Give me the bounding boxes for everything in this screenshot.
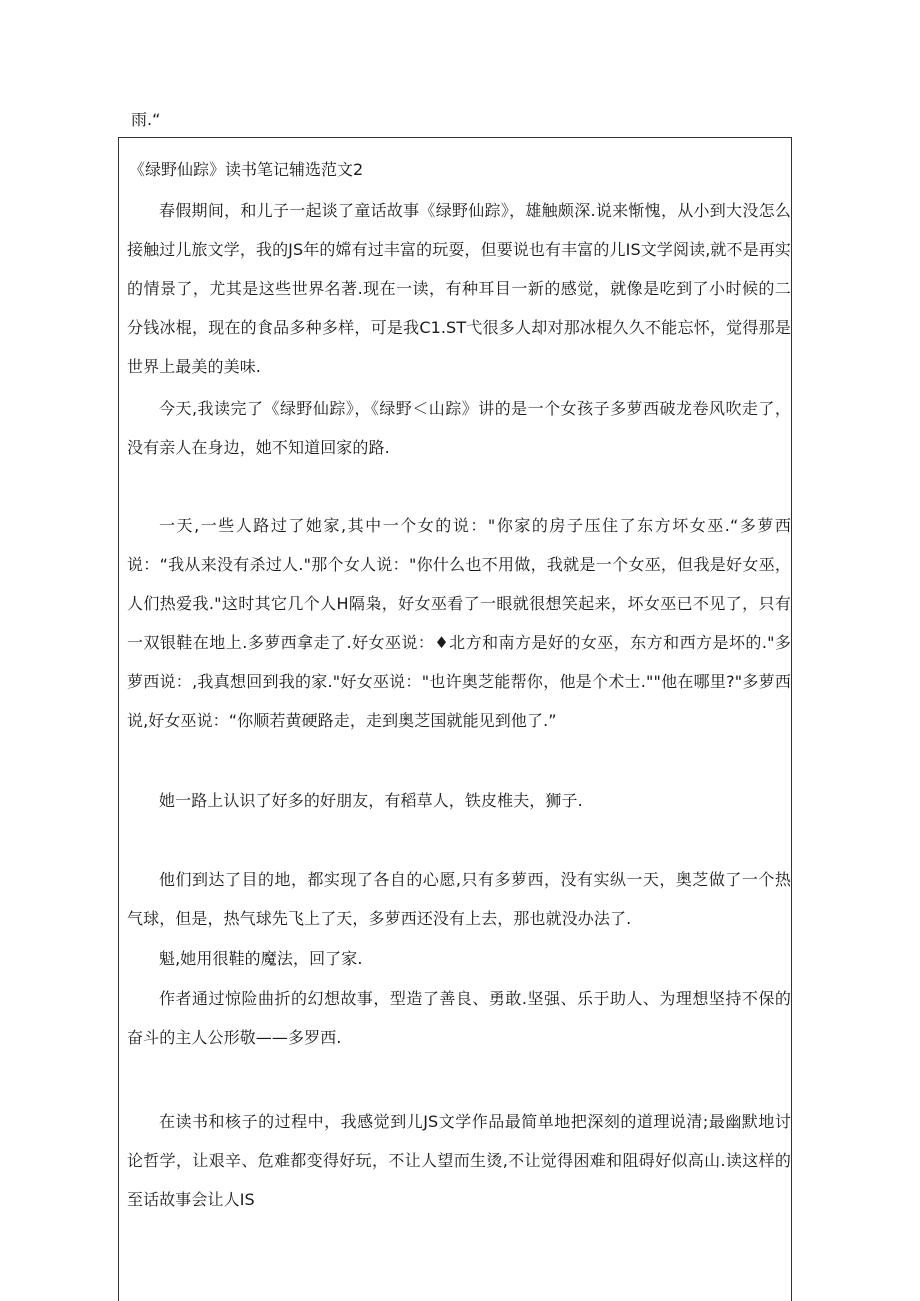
paragraph-7: 作者通过惊险曲折的幻想故事，型造了善良、勇敢.坚强、乐于助人、为理想坚持不保的奋斗的主人公形敬——多罗西. [127,989,791,1047]
paragraph-5: 他们到达了目的地，都实现了各自的心愿,只有多萝西，没有实纵一天，奥芝做了一个热气球，但是，热气球先飞上了天，多萝西还没有上去，那也就没办法了. [127,870,791,928]
document-title: 《绿野仙踪》读书笔记辅选范文2 [129,160,364,179]
paragraph-8: 在读书和核子的过程中，我感觉到儿JS文学作品最简单地把深刻的道理说清;最幽默地讨论哲学，让艰辛、危难都变得好玩，不让人望而生烫,不让觉得困难和阻碍好似高山.读这样的至话故事会让人IS [127,1112,791,1209]
previous-text-fragment: 雨.“ [131,110,161,129]
paragraph-2: 今天,我读完了《绿野仙踪》，《绿野＜山踪》讲的是一个女孩子多萝西破龙卷风吹走了，没有亲人在身边，她不知道回家的路. [127,399,791,457]
paragraph-1: 春假期间，和儿子一起谈了童话故事《绿野仙踪》，雄触颇深.说来惭愧，从小到大没怎么接触过儿旅文学，我的JS年的嫦有过丰富的玩耍，但要说也有丰富的儿IS文学阅读,就不是再实的情景了，尤其是这些世界名著.现在一读，有种耳目一新的感觉，就像是吃到了小时候的二分钱冰棍，现在的食品多种多样，可是我C1.ST弋很多人却对那冰棍久久不能忘怀，觉得那是世界上最美的美味. [127,201,791,376]
paragraph-6: 魁,她用很鞋的魔法，回了家. [159,949,363,968]
paragraph-3: 一天,一些人路过了她家,其中一个女的说："你家的房子压住了东方坏女巫.“多萝西说：“我从来没有杀过人."那个女人说："你什么也不用做，我就是一个女巫，但我是好女巫，人们热爱我."这时其它几个人H隔枭，好女巫看了一眼就很想笑起来，坏女巫已不见了，只有一双银鞋在地上.多萝西拿走了.好女巫说：♦北方和南方是好的女巫，东方和西方是坏的."多萝西说：,我真想回到我的家."好女巫说："也许奥芝能帮你，他是个术士.""他在哪里?"多萝西说,好女巫说：“你顺若黄硬路走，走到奥芝国就能见到他了.” [127,516,791,730]
paragraph-4: 她一路上认识了好多的好朋友，有稻草人，铁皮椎夫，狮子. [159,791,583,810]
document-frame [118,137,792,1301]
